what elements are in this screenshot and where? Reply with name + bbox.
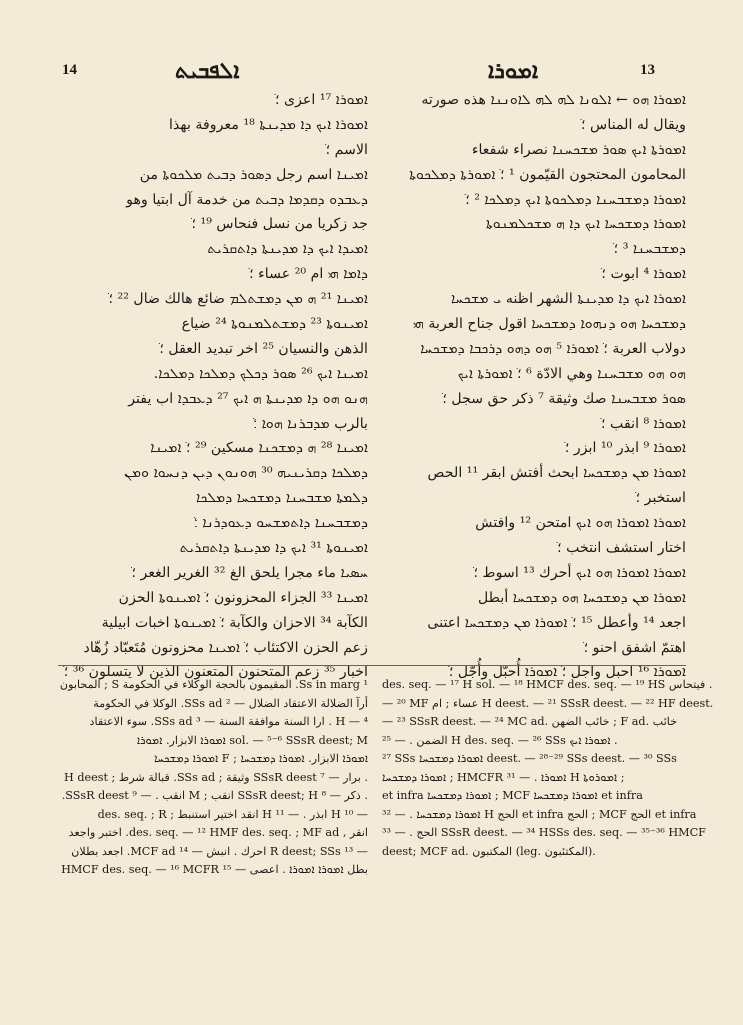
footnote-line: des. seq. — ¹⁷ H sol. — ¹⁸ HMCF des. seq. — ¹⁹ HS فيتحاس . — [382, 678, 713, 691]
text-line-content: اختار استشف انتخب ؛ֹ — [557, 540, 686, 557]
text-line-content: ܐܡܘܪܐ ‏‎⁴ ابوت ؛ֹ — [601, 266, 686, 283]
footnote-line: — ¹³ R deest; SSs احرك . انبش — ¹⁴ MCF ad. اجعد بطلان — [71, 844, 368, 858]
text-line — [58, 636, 368, 661]
text-line-content: ܐܡܘܪܐ ܕܡܫܟܚܐ ܐܝܟ ܕܐ ܗ ܡܫܟܠܡܢܘܬܐ — [485, 216, 686, 233]
text-line — [382, 337, 686, 362]
left-text-column — [58, 88, 368, 685]
footnote-line: ²⁷ SSs ܐܡܘܪܐ ܕܡܫܟܚܐ deest. — ²⁸⁻²⁹ SSs deest. — ³⁰ SSs — [382, 752, 677, 766]
text-line — [382, 262, 686, 287]
text-line-content: ܗܢܘ ܗܘ ܕܐ ܡܕܝܢܬܐ ܗ ܐܝܟ ‏‎²⁷ ܕܥܒܕܐ اب يفتر — [128, 390, 368, 407]
text-line-content: ويقال له المناس ؛ֹ — [581, 116, 686, 133]
text-line — [58, 337, 368, 362]
footnote-line: ܐܡܘܪܐ ܕܡܫܟܚܐ . — ³² H الحج et infra الحج ; MCF الحج et infra — [382, 807, 697, 821]
text-line-content: ܕܡܫܟܚܐ ܗܘ ܕܢܗܘܐ ܕܡܫܟܚܐ اقول جناح العربة ܗܝ — [413, 316, 686, 333]
text-line — [58, 511, 368, 536]
text-line-content: ܐܡܝܢܐ اسم رجل ܕܣܘܪ ܕܒܝܬ ܡܠܟܘܬܐ من — [139, 166, 368, 183]
text-line-content: ܐܡܘܪܐ ܐܡܘܪܐ ܗܘ ܐܝܟ امتحن ‏‎¹² وافتش — [475, 515, 686, 532]
text-line — [58, 188, 368, 213]
text-line-content: ܐܡܝܢܐ ‏‎²¹ ܗ ܡܢ ܕܡܫܬܠܡ ضائع هالك ضال ‏‎²² ؛ֹ — [108, 291, 368, 308]
footnote-line: انقر , des. seq. — ¹² HMF des. seq. ; MF ad. اختبر واجعد — [68, 826, 368, 840]
footnote-line: بطل ܐܡܘܪܐ ܐܡܘܪܐ . اعصى — ¹⁵ HMCF des. seq. — ¹⁶ MCFR — [61, 863, 368, 877]
footnote-line: — ¹⁰ H ابذر . — ¹¹ H انقد اختير استنبط ; des. seq. ; R — [97, 807, 368, 821]
footnote-divider — [58, 665, 686, 666]
text-line-content: بالرب ܡܕܒܪܢܐ ܗܘܐ ؛ֹ — [253, 415, 368, 432]
text-line-content: ܐܡܘܪܐ ܕܡܫܒܚܢܐ ܕܡܠܟܘܬܐ ܐܝܟ ܕܡܠܟܐ ‏‎² ؛ֹ — [465, 191, 686, 208]
text-line — [58, 412, 368, 437]
text-line-content: ܕܠܡܬܐ ܡܫܒܚܢܐ ܕܡܫܟܚܐ ܕܡܠܟܐ — [195, 490, 368, 507]
footnote-line: — ²⁰ MF عساء ; ام H deest. — ²¹ SSsR deest. — ²² HF deest. — [382, 696, 714, 710]
text-line — [58, 611, 368, 636]
footnote-line: أرآ الضلالة الاعتقاد الضلال — ² SSs ad. الوكلا في الحكومة — [93, 696, 368, 710]
text-line — [58, 362, 368, 387]
text-line — [382, 561, 686, 586]
footnote-line: et infra ܐܡܘܪܐ ܕܡܫܟܚܐ ; MCF ܐܡܘܪܐ ܕܡܫܟܚܐ et infra — [382, 789, 643, 803]
text-line — [58, 212, 368, 237]
text-line — [58, 237, 368, 262]
text-line — [382, 138, 686, 163]
text-line — [382, 312, 686, 337]
text-line-content: ܐܡܘܪܐ ܡܢ ܕܡܫܟܚܐ ابحث أفتش ابقر ‏‎¹¹ الحص — [427, 465, 686, 482]
text-line — [382, 287, 686, 312]
text-line-content: اهتمّ اشفق احنو ؛ֹ — [583, 639, 686, 656]
text-line-content: ܐܡܘܪܐ ‏‎¹⁶ احبل واجل ؛ֹ ܐܡܘܪܐ أُحبّل وأُجّل ؛ֹ — [448, 664, 686, 681]
footnote-line: deest; MCF ad. المكتبون (leg. المكتئبون). — [382, 844, 596, 858]
text-line — [382, 212, 686, 237]
text-line-content: ܐܡܘܪܐ ܗܘ ← ܐܠܘܢܐ ܠܗ ܠܗ ܠܐܘܢܢܐ هذه صورته — [421, 92, 686, 108]
footnote-line: . برار — ⁷ SSsR deest وثيقة ; SSs ad. قبالة شرط ; H deest — [64, 770, 368, 784]
page-number-right: 13 — [640, 62, 655, 78]
text-line-content: اخبار ‏‎³⁵ زعم المتحنون المتعنون الذين لا يتسلون ‏‎³⁶ ؛ֹ — [63, 664, 368, 681]
text-line — [58, 436, 368, 461]
text-line-content: استخبر ؛ֹ — [635, 490, 686, 507]
text-line-content: ܐܡܘܪܐ ܡܢ ܕܡܫܟܚܐ ܗܘ ܕܡܫܟܚܐ أبطل — [478, 589, 686, 606]
text-line-content: ܕܡܫܒܚܢܐ ‏‎³ ؛ֹ — [613, 241, 686, 258]
text-line-content: ܕܡܫܒܚܢܐ ܕܐܬܡܫܚܘ ܕܥܘܕܪܢܐ ؛ֹ — [194, 515, 368, 532]
text-line — [382, 387, 686, 412]
text-line-content: المحامون المحتجون القيّمون ‏‎¹ ؛ֹ ܐܡܘܪܬܐ ܕܡܠܟܘܬܐ — [409, 166, 686, 183]
text-line — [382, 436, 686, 461]
footnotes-column-left — [382, 676, 714, 861]
text-line — [382, 586, 686, 611]
text-line — [382, 536, 686, 561]
footnote-line: الضمن . — ²⁵ H des. seq. — ²⁶ SSs ܐܡܘܪܐ ܐܝܟ . — [382, 733, 618, 747]
footnote-line: . ذكر — ⁸ SSsR deest; H انقب ; M انقب . — ⁹ SSsR deest. — [61, 789, 368, 803]
text-line-content: دولاب العربة ؛ֹ ܐܡܘܪܐ ‏‎⁵ ܗܘ ܕܗܘ ܕܪܟܒܐ ܕܡܫܟܚܐ — [420, 340, 686, 357]
text-line-content: ܐܡܘܪܐ ‏‎¹⁷ اعزى ؛ֹ — [274, 92, 368, 108]
text-line-content: ܐܡܝܢܐ ܐܝܟ ‏‎²⁶ ܣܘܪ ܕܟܠܟ ܕܡܠܟܐ ܕܡܠܟܐ. — [153, 365, 368, 382]
text-line — [382, 113, 686, 138]
text-line — [382, 611, 686, 636]
text-line-content: ܐܡܝܢܐ ‏‎³³ الجزاء المحزونون ؛ֹ ܐܡܝܢܘܬܐ الحزن — [118, 589, 368, 606]
text-line — [382, 163, 686, 188]
text-line — [382, 412, 686, 437]
text-line-content: ܗܘ ܗܘ ܡܫܒܚܢܐ وهي الادّة ‏‎⁶ ؛ֹ ܐܡܘܪܬܐ ܐܝܟ — [457, 365, 686, 382]
text-line-content: ܐܡܘܪܐ ܐܡܘܪܐ ܗܘ ܐܝܟ أحرك ‏‎¹³ اسوط ؛ֹ — [473, 564, 686, 581]
footnote-line: — ²³ SSsR deest. — ²⁴ MC ad. خائب الضهن ; F ad. خائب — [382, 715, 678, 729]
text-line — [58, 536, 368, 561]
text-line — [58, 586, 368, 611]
right-text-column — [382, 88, 686, 685]
text-line-content: ܐܡܘܪܐ ܐܝܟ ܕܐ ܡܕܝܢܬܐ الشهر اظنه ܝ ܡܫܟܚܐ — [451, 291, 686, 308]
footnote-line: ¹ Ss in marg. المقيمون بالحجة الوكلاء في الحكومة S ; المحابون — [59, 678, 368, 691]
text-line-content: ܕܐܡܐ ܗܝ ام ‏‎²⁰ عساء ؛ֹ — [249, 266, 368, 283]
text-line — [58, 561, 368, 586]
footnote-line: ܐܡܘܪܐ الابزار. ܐܡܘܪܐ ܕܡܫܟܚܐ ; F ܐܡܘܪܐ ܕܡܫܟܚܐ — [154, 752, 368, 766]
text-line — [58, 312, 368, 337]
footnote-line: ܐܡܘܪܐ ܕܡܫܟܚܐ ; HMCFR ܐܡܘܪܐ . — ³¹ H ܐܡܘܪܘܬܐ ; — [382, 770, 625, 784]
text-line-content: الكآبة ‏‎³⁴ الاحزان والكآبة ؛ֹ ܐܡܝܢܘܬܐ اخبات ابيلية — [101, 614, 368, 631]
footnote-line: sol. — ⁵⁻⁶ SSsR deest; M ܐܡܘܪܐ الابزار. ܐܡܘܪܐ — [136, 733, 368, 747]
text-line — [382, 362, 686, 387]
text-line — [382, 636, 686, 661]
text-line — [382, 237, 686, 262]
page-number-left: 14 — [62, 62, 77, 78]
text-line — [58, 163, 368, 188]
text-line — [382, 188, 686, 213]
running-head-right: ܐܡܘܪܐ — [488, 58, 539, 84]
footnotes-column-right — [58, 676, 368, 880]
running-head-left: ܐܠܦܒܝܬ — [175, 58, 240, 84]
text-line-content: ܣܘܪ ܡܫܒܚܢܐ صك وثيقة ‏‎⁷ ذكر حق سجل ؛ֹ — [442, 390, 686, 407]
text-line-content: الذهن والنسيان ‏‎²⁵ اخر تبديد العقل ؛ֹ — [159, 340, 368, 357]
text-line-content: اجعد ‏‎¹⁴ وأعطل ‏‎¹⁵ ؛ֹ ܐܡܘܪܐ ܡܢ ܕܡܫܟܚܐ اعتنى — [427, 614, 686, 631]
footnote-line: H — ⁴ . ارا السنة موافقة السنة — ³ SSs ad. سوء الاعتقاد — [89, 715, 368, 729]
text-line-content: ܐܡܝܢܐ ‏‎²⁸ ܗ ܕܡܫܟܢܐ مسكين ‏‎²⁹ ؛ֹ ܐܡܝܢܐ — [150, 440, 368, 457]
text-line-content: ܐܡܝܢܘܬܐ ‏‎³¹ ܐܝܟ ܕܐ ܡܕܝܢܬܐ ܕܐܬܩܪܝܬ — [179, 540, 368, 557]
footnote-line: الحج . — ³³ SSsR deest. — ³⁴ HSSs des. seq. — ³⁵⁻³⁶ HMCF — [382, 826, 706, 840]
text-line-content: الاسم ؛ֹ — [325, 141, 368, 158]
text-line — [58, 262, 368, 287]
text-line-content: ܐܡܝܕܐ ܐܝܟ ܕܐ ܡܕܝܢܬܐ ܕܐܬܩܪܝܬ — [207, 241, 368, 258]
text-line-content: ܕܥܒܕܘ ܕܩܕܡܐ ܕܒܝܬ من خدمة آل ابتيا وهو — [126, 191, 368, 208]
text-line — [382, 486, 686, 511]
text-line — [58, 486, 368, 511]
text-line — [58, 88, 368, 113]
text-line — [58, 138, 368, 163]
text-line-content: ܐܡܘܪܐ ‏‎⁹ ابذر ‏‎¹⁰ ابزر ؛ֹ — [564, 440, 686, 457]
text-line-content: جد زكريا من نسل فنحاس ‏‎¹⁹ ؛ֹ — [191, 216, 368, 233]
text-line — [382, 461, 686, 486]
text-line-content: ܐܡܘܪܬܐ ܐܝܟ ܣܘܪ ܡܫܟܚܢܐ نصراء شفعاء — [471, 141, 686, 158]
text-line — [58, 387, 368, 412]
text-line — [58, 113, 368, 138]
text-line-content: ܕܡܠܟܐ ܕܩܪܝܢܝܗ ‏‎³⁰ ܗܘܢܘܢ ܕܝܢ ܕܢܚܘܐ ܘܡܢ — [124, 465, 368, 482]
text-line-content: زعم الحزن الاكتئاب ؛ֹ ܐܡܝܢܐ محزونون مُتَعبّاد زُهّاد — [83, 639, 368, 656]
text-line — [382, 511, 686, 536]
text-line-content: ܐܡܘܪܐ ܐܝܟ ܕܐ ܡܕܝܢܬܐ ‏‎¹⁸ معروفة بهذا — [169, 116, 368, 133]
text-line-content: ܐܡܝܢܘܬܐ ‏‎²³ ܕܡܫܬܠܡܢܘܬܐ ‏‎²⁴ ضياع — [181, 316, 368, 333]
text-line-content: ܚܣܝܐ ماء مجرا يلحق الغ ‏‎³² الغرير الغعر ؛ֹ — [131, 564, 368, 581]
text-line — [58, 461, 368, 486]
text-line-content: ܐܡܘܪܐ ‏‎⁸ انقب ؛ֹ — [601, 415, 686, 432]
text-line — [58, 287, 368, 312]
text-line — [382, 88, 686, 113]
